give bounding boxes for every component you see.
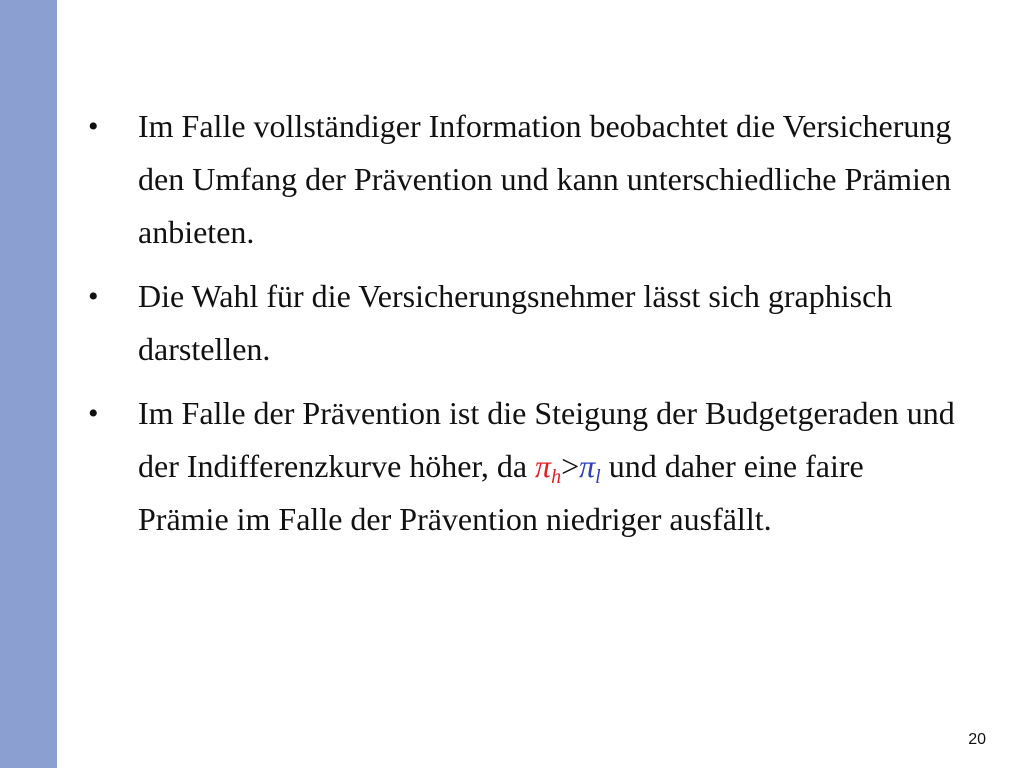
bullet-text-after: und daher eine faire Prämie im Falle der Prävention niedriger ausfällt. [138,448,864,537]
bullet-text-before: Im Falle der Prävention ist die Steigung der Budgetgeraden und der Indifferenzkurve höher, da [138,395,955,484]
page-number: 20 [968,731,986,748]
bullet-marker: • [88,110,99,143]
pi-h-subscript: h [551,466,562,488]
pi-l-subscript: l [595,466,601,488]
slide-sidebar [0,0,57,768]
bullet-text [138,387,958,546]
greater-than-symbol: > [561,448,580,484]
pi-h-letter: π [535,448,552,484]
pi-l-symbol [579,448,601,488]
bullet-item [88,387,968,546]
bullet-text: Im Falle vollständiger Information beobachtet die Versicherung den Umfang der Prävention und kann unterschiedliche Prämien anbieten. [138,108,952,250]
bullet-marker: • [88,397,99,430]
bullet-marker: • [88,280,99,313]
math-expression [535,448,601,488]
bullet-item [88,100,968,259]
pi-h-symbol [535,448,562,488]
bullet-item [88,270,968,376]
pi-l-letter: π [579,448,596,484]
bullet-text: Die Wahl für die Versicherungsnehmer lässt sich graphisch darstellen. [138,278,893,367]
slide-content [88,100,968,557]
